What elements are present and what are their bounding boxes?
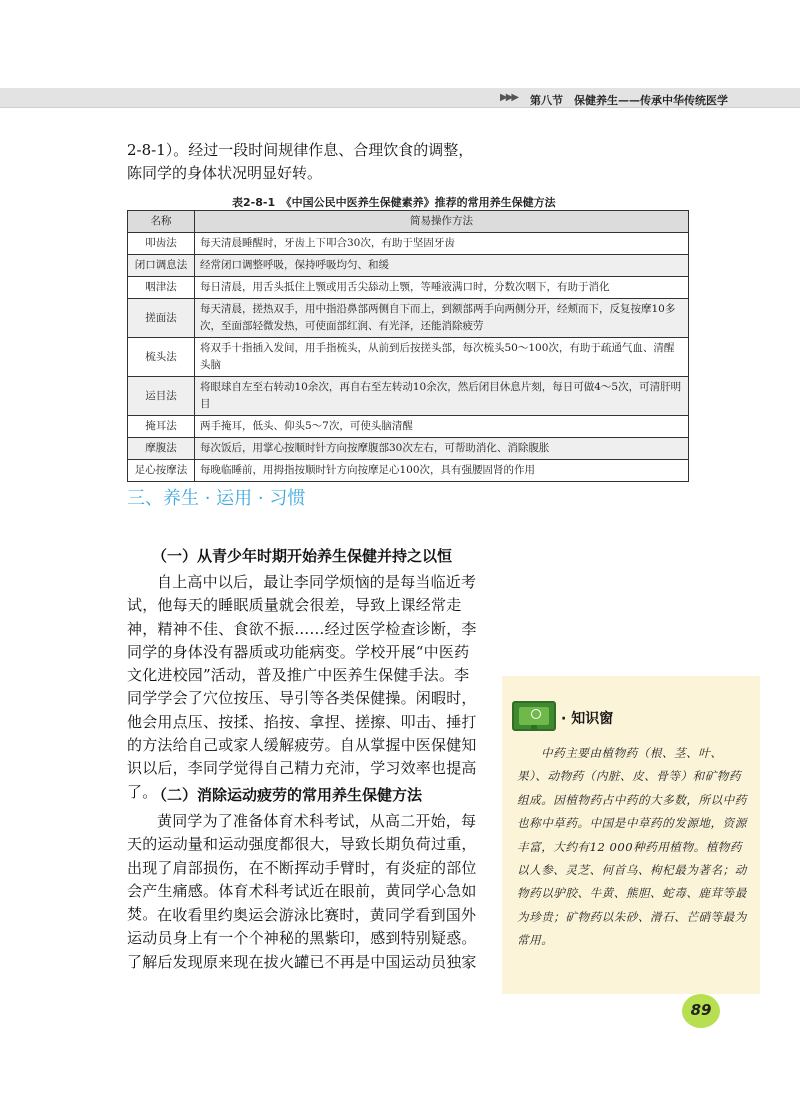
knowledge-window-title: · 知识窗 [561, 711, 614, 727]
subsection-heading-2: （二）消除运动疲劳的常用养生保健方法 [152, 786, 423, 804]
header-method-column: 简易操作方法 [195, 211, 689, 233]
table-row [128, 255, 689, 277]
header-name-column: 名称 [128, 211, 195, 233]
method-description: 两手掩耳，低头、仰头5～7次，可使头脑清醒 [195, 416, 689, 438]
subsection-2-body-1: 黄同学为了准备体育术科考试，从高二开始，每天的运动量和运动强度都很大，导致长期负荷过重，出现了肩部损伤，在不断挥动手臂时，有炎症的部位会产生痛感。体育术科考试近在眼前，黄同学心急如焚。 [127, 812, 477, 924]
intro-line-2: 陈同学的身体状况明显好转。 [127, 164, 323, 182]
knowledge-window-body: 中药主要由植物药（根、茎、叶、果）、动物药（内脏、皮、骨等）和矿物药组成。因植物药占中药的大多数，所以中药也称中草药。中国是中草药的发源地，资源丰富，大约有12 000种药用植物。植物药以人参、灵芝、何首乌、枸杞最为著名；动物药以驴胶、牛黄、熊胆、蛇毒、鹿茸等最为珍贵；矿物药以朱砂、滑石、芒硝等最为常用。 [517, 746, 747, 948]
blackboard-icon [512, 701, 556, 731]
intro-line-1: 2-8-1）。经过一段时间规律作息、合理饮食的调整， [127, 141, 474, 159]
subsection-2-body-2: 在收看里约奥运会游泳比赛时，黄同学看到国外运动员身上有一个个神秘的黑紫印，感到特别疑惑。了解后发现原来现在拔火罐已不再是中国运动员独家 [127, 906, 477, 971]
table-row [128, 277, 689, 299]
method-name: 足心按摩法 [128, 460, 195, 482]
method-name: 摩腹法 [128, 438, 195, 460]
header-arrows-icon: ▶▶▶ [500, 92, 518, 103]
table-row [128, 233, 689, 255]
table-row [128, 338, 689, 377]
method-name: 叩齿法 [128, 233, 195, 255]
intro-paragraph [127, 139, 487, 185]
method-name: 运目法 [128, 377, 195, 416]
running-header-title: 第八节 保健养生——传承中华传统医学 [530, 94, 728, 107]
table-header-row [128, 211, 689, 233]
table-row [128, 416, 689, 438]
method-name: 咽津法 [128, 277, 195, 299]
method-description: 经常闭口调整呼吸，保持呼吸均匀、和缓 [195, 255, 689, 277]
method-description: 每次饭后，用掌心按顺时针方向按摩腹部30次左右，可帮助消化、消除腹胀 [195, 438, 689, 460]
method-name: 闭口调息法 [128, 255, 195, 277]
table-row [128, 377, 689, 416]
table-row [128, 438, 689, 460]
method-name: 搓面法 [128, 299, 195, 338]
subsection-1-body: 自上高中以后，最让李同学烦恼的是每当临近考试，他每天的睡眠质量就会很差，导致上课经常走神，精神不佳、食欲不振……经过医学检查诊断，李同学的身体没有器质或功能病变。学校开展“中医药文化进校园”活动，普及推广中医养生保健手法。李同学学会了穴位按压、导引等各类保健操。闲暇时，他会用点压、按揉、掐按、拿捏、搓擦、叩击、捶打的方法给自己或家人缓解疲劳。自从掌握中医保健知识以后，李同学觉得自己精力充沛，学习效率也提高了。 [127, 573, 477, 801]
method-description: 每晚临睡前，用拇指按顺时针方向按摩足心100次，具有强腰固肾的作用 [195, 460, 689, 482]
method-description: 将眼球自左至右转动10余次，再自右至左转动10余次，然后闭目休息片刻，每日可做4～5次，可清肝明目 [195, 377, 689, 416]
subsection-heading-1: （一）从青少年时期开始养生保健并持之以恒 [152, 547, 453, 565]
method-description: 每日清晨，用舌头抵住上颚或用舌尖舔动上颚，等唾液满口时，分数次咽下，有助于消化 [195, 277, 689, 299]
method-name: 掩耳法 [128, 416, 195, 438]
method-name: 梳头法 [128, 338, 195, 377]
table-row [128, 460, 689, 482]
method-description: 每天清晨睡醒时，牙齿上下叩合30次，有助于坚固牙齿 [195, 233, 689, 255]
method-description: 每天清晨，搓热双手，用中指沿鼻部两侧自下而上，到额部两手向两侧分开，经颊而下，反复按摩10多次，至面部轻微发热，可使面部红润、有光泽，还能消除疲劳 [195, 299, 689, 338]
page-number: 89 [690, 1001, 712, 1019]
health-methods-table [127, 210, 689, 482]
section-heading: 三、养生 · 运用 · 习惯 [127, 488, 306, 509]
table-row [128, 299, 689, 338]
page-number-badge [682, 994, 720, 1028]
method-description: 将双手十指插入发间，用手指梳头，从前到后按搓头部，每次梳头50～100次，有助于疏通气血、清醒头脑 [195, 338, 689, 377]
table-caption: 表2-8-1 《中国公民中医养生保健素养》推荐的常用养生保健方法 [232, 196, 556, 209]
